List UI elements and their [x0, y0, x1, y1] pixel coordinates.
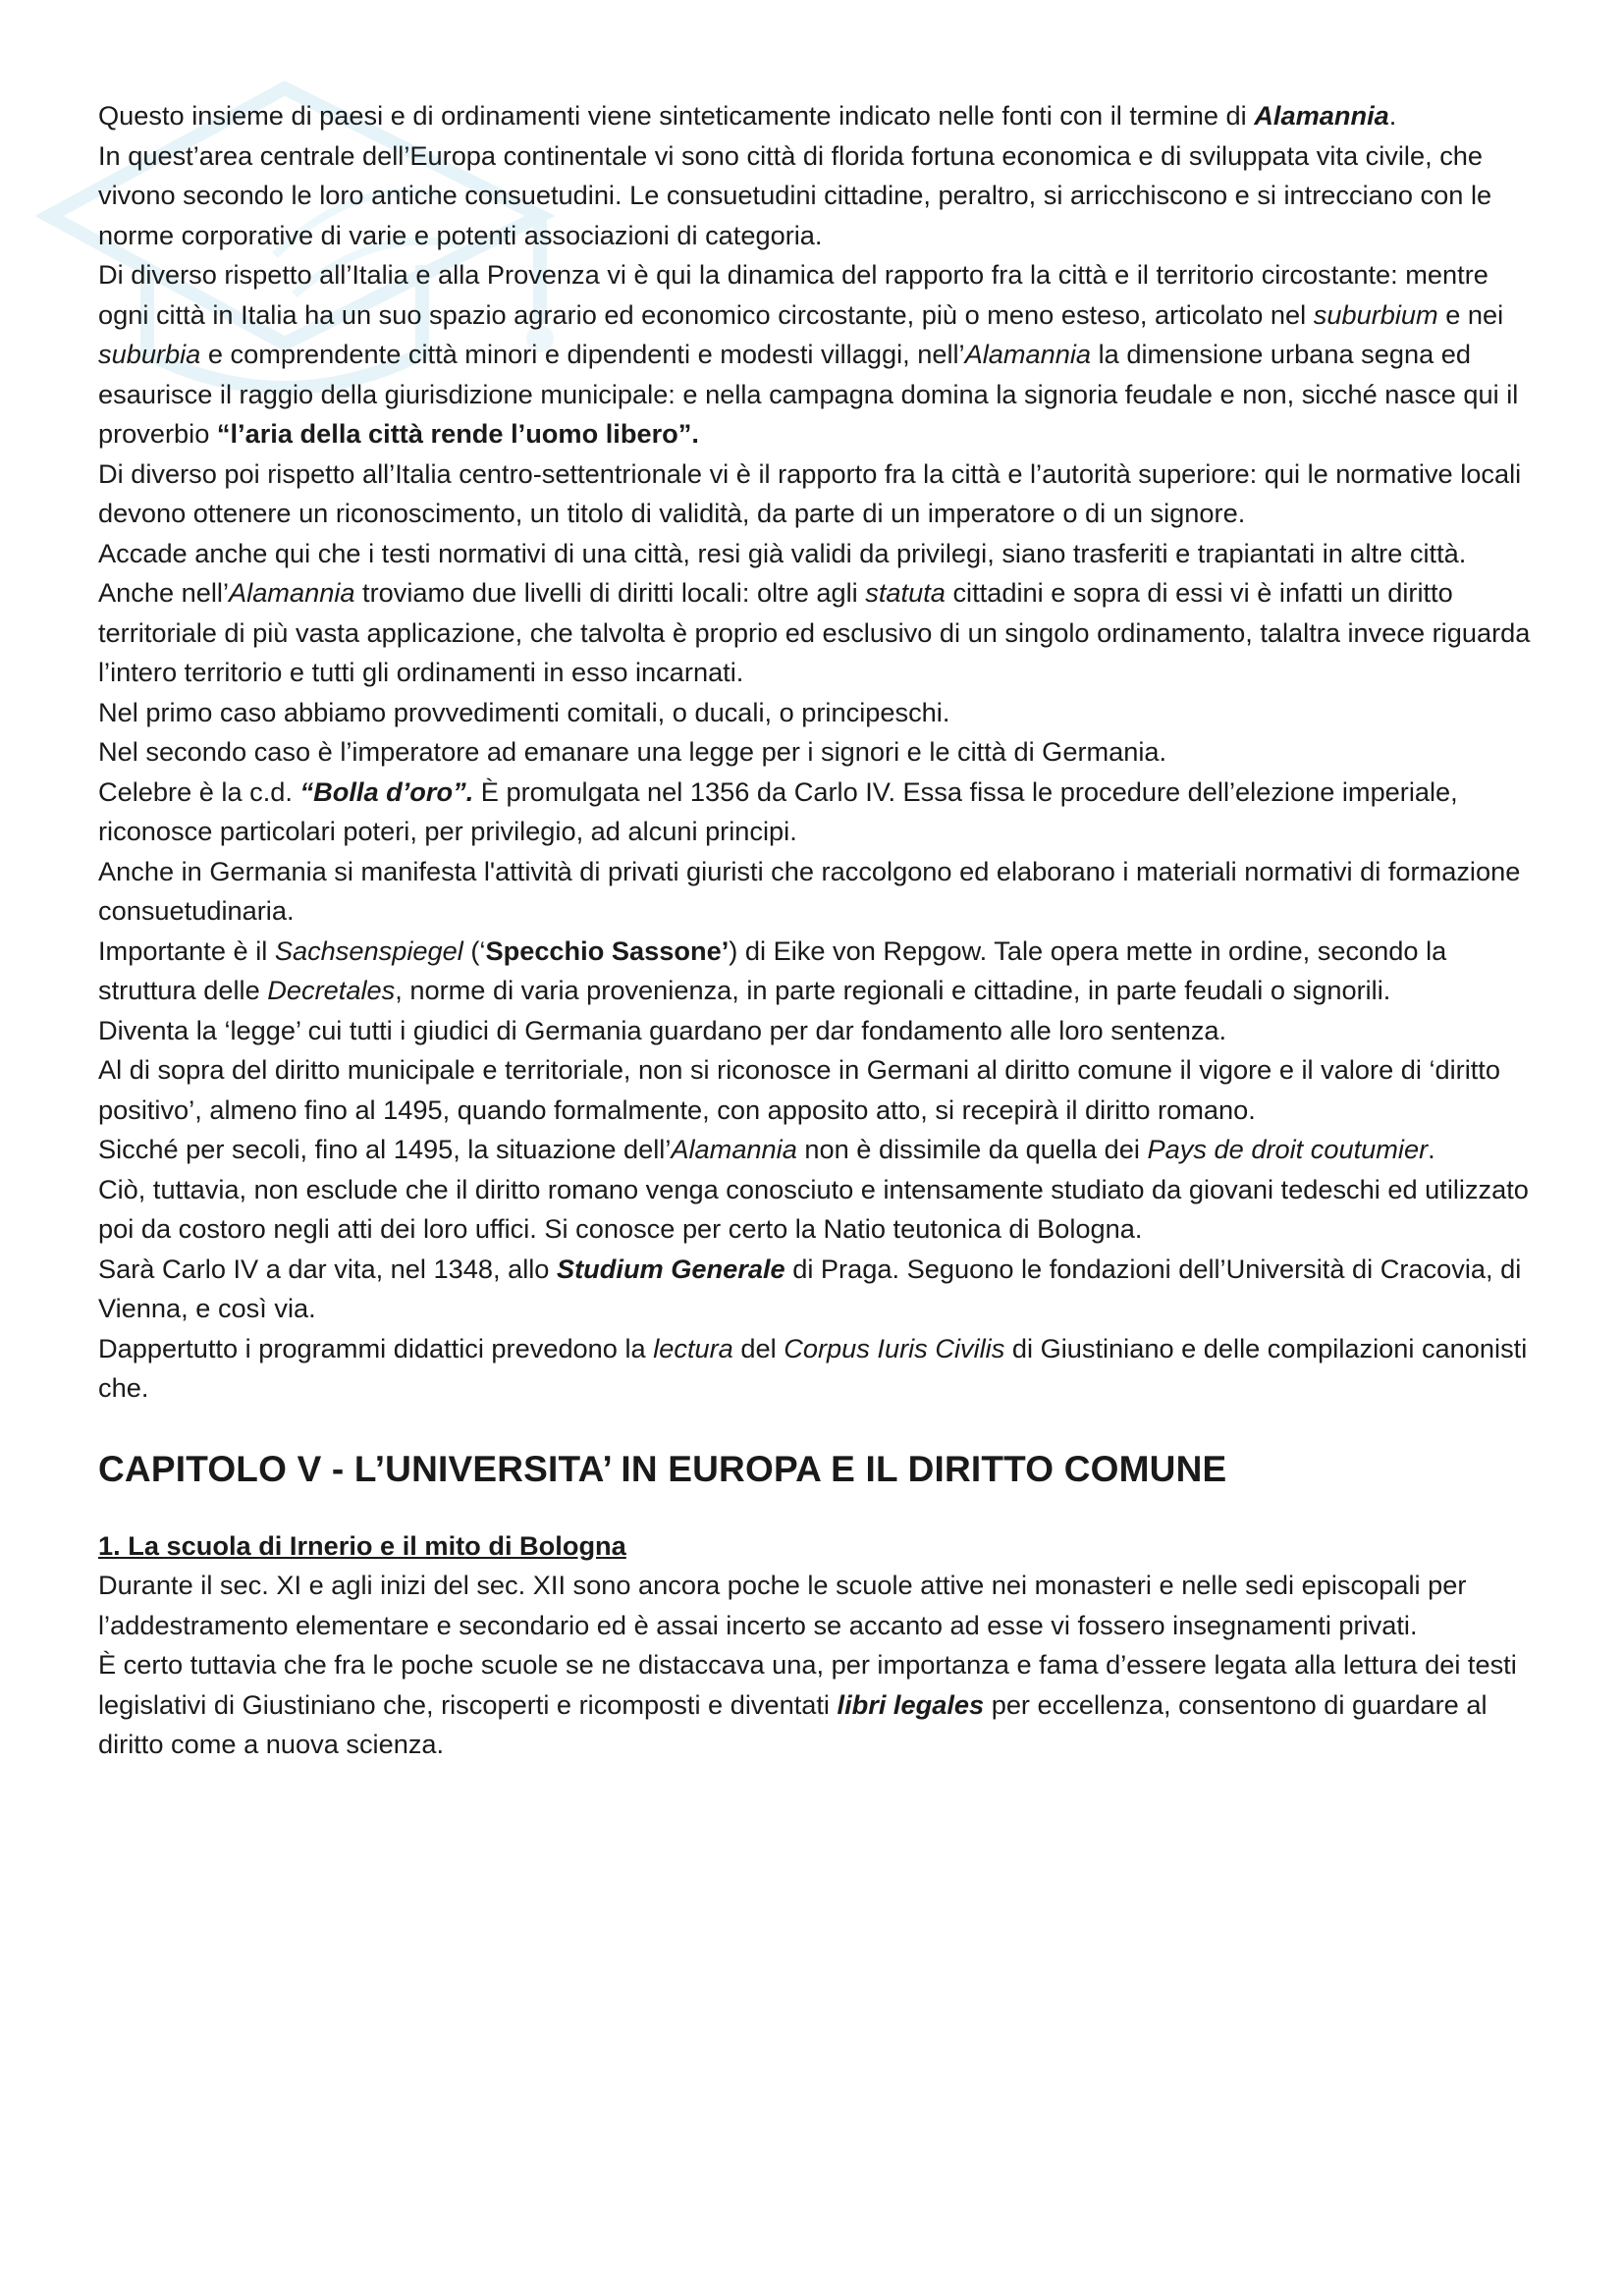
paragraph — [98, 1250, 1532, 1329]
text-run: . — [1428, 1134, 1435, 1164]
emphasis-text: Alamannia — [671, 1134, 797, 1164]
text-run: Di diverso poi rispetto all’Italia centro-settentrionale vi è il rapporto fra la città e l’autorità superiore: qui le normative locali devono ottenere un riconoscimento, un titolo di validità, da parte di un imperatore o di un signore. — [98, 457, 1522, 528]
emphasis-text: Pays de droit coutumier — [1147, 1134, 1429, 1164]
text-run: Celebre è la c.d. — [98, 775, 300, 807]
text-run: non è dissimile da quella dei — [796, 1134, 1148, 1164]
paragraph — [98, 932, 1532, 1011]
paragraph — [98, 573, 1532, 693]
text-run: Accade anche qui che i testi normativi di una città, resi già validi da privilegi, siano trasferiti e trapiantati in altre città. — [98, 537, 1467, 568]
paragraph — [98, 773, 1532, 852]
paragraph — [98, 1011, 1532, 1051]
text-run: Dappertutto i programmi didattici prevedono la — [98, 1332, 654, 1363]
text-run: . — [1388, 100, 1397, 131]
text-run: È certo tuttavia che fra le poche scuole se ne distaccava una, per importanza e fama d’essere legata alla lettura dei testi legislativi di Giustiniano che, riscoperti e ricomposti e diventati — [98, 1649, 1517, 1720]
text-run: In quest’area centrale dell’Europa continentale vi sono città di florida fortuna economica e di sviluppata vita civile, che vivono secondo le loro antiche consuetudini. Le consuetudini cittadine, peraltro, si arricchiscono e si intrecciano con le norme corporative di varie e potenti associazioni di categoria. — [98, 139, 1492, 250]
emphasis-text: Sachsenspiegel — [274, 934, 463, 966]
emphasis-text: “Bolla d’oro”. — [299, 775, 474, 807]
text-run: Anche nell’ — [98, 577, 230, 608]
paragraph — [98, 1645, 1532, 1765]
text-run: del — [732, 1332, 784, 1363]
paragraph — [98, 1130, 1532, 1170]
paragraph — [98, 454, 1532, 534]
text-run: , norme di varia provenienza, in parte regionali e cittadine, in parte feudali o signorili. — [395, 975, 1391, 1005]
text-run: Nel primo caso abbiamo provvedimenti comitali, o ducali, o principeschi. — [98, 696, 950, 727]
emphasis-text: Decretales — [267, 975, 396, 1005]
text-run: Nel secondo caso è l’imperatore ad emanare una legge per i signori e le città di Germania. — [98, 736, 1167, 767]
emphasis-text: suburbia — [98, 339, 201, 369]
emphasis-text: suburbium — [1313, 298, 1438, 330]
emphasis-text: Alamannia — [229, 577, 355, 608]
text-run: Anche in Germania si manifesta l'attività di privati giuristi che raccolgono ed elaborano i materiali normativi di formazione consuetudinaria. — [98, 855, 1521, 926]
section-title: 1. La scuola di Irnerio e il mito di Bologna — [98, 1529, 626, 1561]
text-run: Importante è il — [98, 934, 275, 966]
paragraph — [98, 732, 1532, 773]
paragraph — [98, 1329, 1532, 1409]
text-run: Durante il sec. XI e agli inizi del sec. XII sono ancora poche le scuole attive nei monasteri e nelle sedi episcopali per l’addestramento elementare e secondario ed è assai incerto se accanto ad esse vi fossero insegnamenti privati. — [98, 1570, 1467, 1640]
paragraph — [98, 693, 1532, 733]
text-run: la dimensione urbana segna ed esaurisce il raggio della giurisdizione municipale: e nella campagna domina la signoria feudale e non, sicché nasce qui il proverbio — [98, 339, 1519, 449]
text-run: Sarà Carlo IV a dar vita, nel 1348, allo — [98, 1253, 557, 1284]
text-run: Al di sopra del diritto municipale e territoriale, non si riconosce in Germani al diritto comune il vigore e il valore di ‘diritto positivo’, almeno fino al 1495, quando formalmente, con apposito atto, si recepirà il diritto romano. — [98, 1054, 1500, 1125]
text-run: di Praga. Seguono le fondazioni dell’Università di Cracovia, di Vienna, e così via. — [98, 1253, 1522, 1323]
emphasis-text: lectura — [653, 1332, 733, 1363]
text-run: e nei — [1437, 298, 1504, 330]
text-run: Di diverso rispetto all’Italia e alla Provenza vi è qui la dinamica del rapporto fra la città e il territorio circostante: mentre ogni città in Italia ha un suo spazio agrario ed economico circostante, più o meno esteso, articolato nel — [98, 259, 1488, 330]
emphasis-text: libri legales — [837, 1688, 985, 1720]
text-run: troviamo due livelli di diritti locali: oltre agli — [354, 577, 866, 608]
emphasis-text: Corpus Iuris Civilis — [784, 1332, 1005, 1363]
text-run: per eccellenza, consentono di guardare al diritto come a nuova scienza. — [98, 1688, 1488, 1759]
paragraph — [98, 255, 1532, 454]
paragraph — [98, 136, 1532, 256]
intro-section — [98, 96, 1532, 1409]
paragraph — [98, 1050, 1532, 1130]
text-run: cittadini e sopra di essi vi è infatti un diritto territoriale di più vasta applicazione, che talvolta è proprio ed esclusivo di un singolo ordinamento, talaltra invece riguarda l’intero territorio e tutti gli ordinamenti in esso incarnati. — [98, 577, 1531, 687]
text-run: Sicché per secoli, fino al 1495, la situazione dell’ — [98, 1134, 672, 1164]
text-run: ) di Eike von Repgow. Tale opera mette in ordine, secondo la struttura delle — [98, 934, 1447, 1005]
paragraph — [98, 534, 1532, 574]
text-run: È promulgata nel 1356 da Carlo IV. Essa fissa le procedure dell’elezione imperiale, riconosce particolari poteri, per privilegio, ad alcuni principi. — [98, 775, 1458, 846]
paragraph — [98, 96, 1532, 136]
document-page — [98, 96, 1532, 1765]
emphasis-text: statuta — [865, 577, 946, 608]
text-run: di Giustiniano e delle compilazioni canonisti che. — [98, 1332, 1528, 1403]
paragraph — [98, 1170, 1532, 1250]
text-run: e comprendente città minori e dipendenti e modesti villaggi, nell’ — [200, 339, 965, 369]
text-run: Diventa la ‘legge’ cui tutti i giudici di Germania guardano per dar fondamento alle loro sentenza. — [98, 1014, 1227, 1045]
emphasis-text: Alamannia — [1254, 100, 1389, 131]
paragraph — [98, 852, 1532, 932]
text-run: Questo insieme di paesi e di ordinamenti viene sinteticamente indicato nelle fonti con il termine di — [98, 100, 1255, 131]
paragraph — [98, 1566, 1532, 1645]
section-body — [98, 1566, 1532, 1765]
chapter-title: CAPITOLO V - L’UNIVERSITA’ IN EUROPA E IL DIRITTO COMUNE — [98, 1448, 1227, 1489]
emphasis-text: Alamannia — [964, 339, 1092, 369]
emphasis-text: Specchio Sassone’ — [485, 934, 730, 966]
emphasis-text: Studium Generale — [556, 1253, 785, 1284]
emphasis-text: “l’aria della città rende l’uomo libero”. — [216, 418, 699, 449]
text-run: Ciò, tuttavia, non esclude che il diritto romano venga conosciuto e intensamente studiato da giovani tedeschi ed utilizzato poi da costoro negli atti dei loro uffici. Si conosce per certo la Natio teutonica di Bologna. — [98, 1173, 1529, 1244]
text-run: (‘ — [462, 934, 486, 966]
